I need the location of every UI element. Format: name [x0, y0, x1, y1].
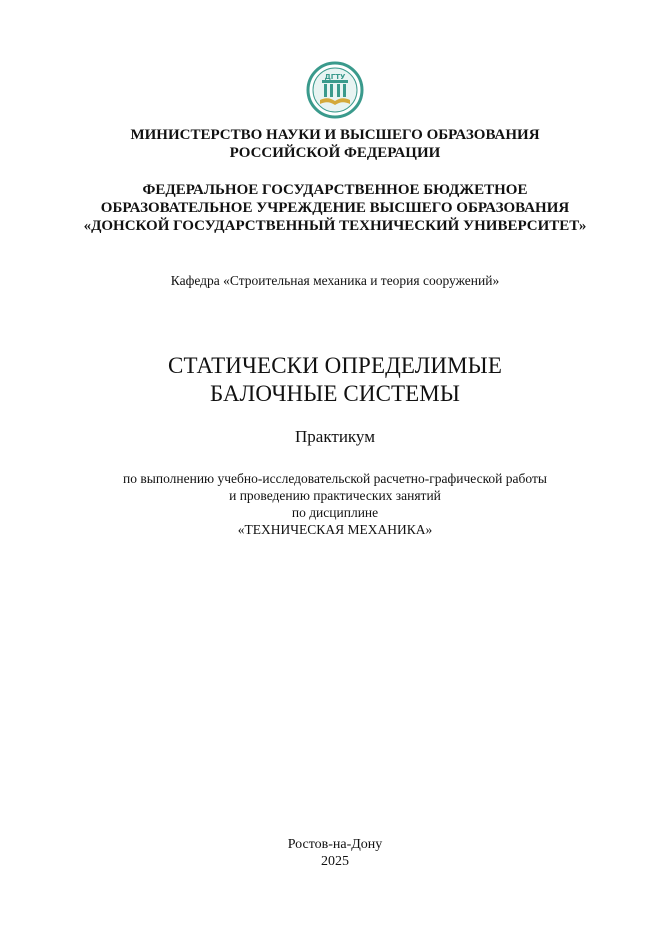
purpose-line-1: по выполнению учебно-исследовательской расчетно-графической работы	[123, 471, 547, 486]
document-purpose	[0, 470, 670, 538]
department-name: Кафедра «Строительная механика и теория сооружений»	[170, 273, 500, 288]
publication-year: 2025	[321, 854, 349, 869]
document-type: Практикум	[295, 427, 375, 446]
document-title	[0, 352, 670, 408]
university-logo	[306, 60, 364, 120]
publication-info	[0, 836, 670, 870]
ministry-heading	[0, 126, 670, 162]
purpose-line-4: «ТЕХНИЧЕСКАЯ МЕХАНИКА»	[237, 522, 433, 537]
institution-line-1: ФЕДЕРАЛЬНОЕ ГОСУДАРСТВЕННОЕ БЮДЖЕТНОЕ	[142, 182, 528, 198]
purpose-line-3: по дисциплине	[291, 505, 379, 520]
title-line-1: СТАТИЧЕСКИ ОПРЕДЕЛИМЫЕ	[168, 353, 502, 378]
institution-line-2: ОБРАЗОВАТЕЛЬНОЕ УЧРЕЖДЕНИЕ ВЫСШЕГО ОБРАЗОВАНИЯ	[100, 200, 570, 216]
logo-text: ДГТУ	[324, 73, 346, 81]
ministry-line-2: РОССИЙСКОЙ ФЕДЕРАЦИИ	[229, 145, 441, 161]
institution-line-3: «ДОНСКОЙ ГОСУДАРСТВЕННЫЙ ТЕХНИЧЕСКИЙ УНИВЕРСИТЕТ»	[83, 218, 587, 234]
title-line-2: БАЛОЧНЫЕ СИСТЕМЫ	[209, 381, 461, 406]
ministry-line-1: МИНИСТЕРСТВО НАУКИ И ВЫСШЕГО ОБРАЗОВАНИЯ	[130, 127, 540, 143]
publication-city: Ростов-на-Дону	[287, 837, 383, 852]
purpose-line-2: и проведению практических занятий	[229, 488, 441, 503]
institution-heading	[0, 181, 670, 235]
